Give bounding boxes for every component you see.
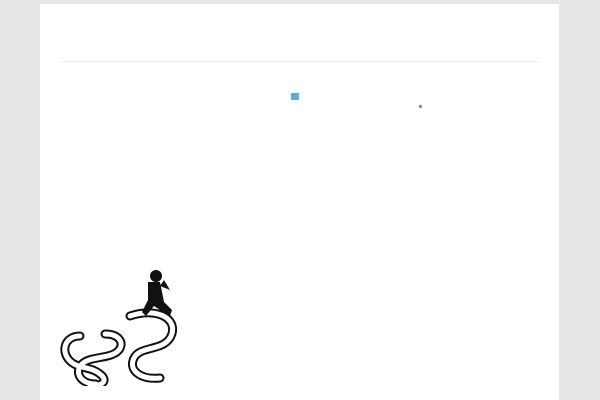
ad-illustration (132, 91, 301, 230)
sponsored-ad-banner[interactable] (132, 91, 301, 230)
header-divider (60, 61, 540, 62)
post-thumbnail-image[interactable] (60, 266, 182, 386)
page-container (40, 4, 559, 400)
post-excerpt (192, 263, 352, 277)
ad-info-icon[interactable] (291, 93, 299, 100)
